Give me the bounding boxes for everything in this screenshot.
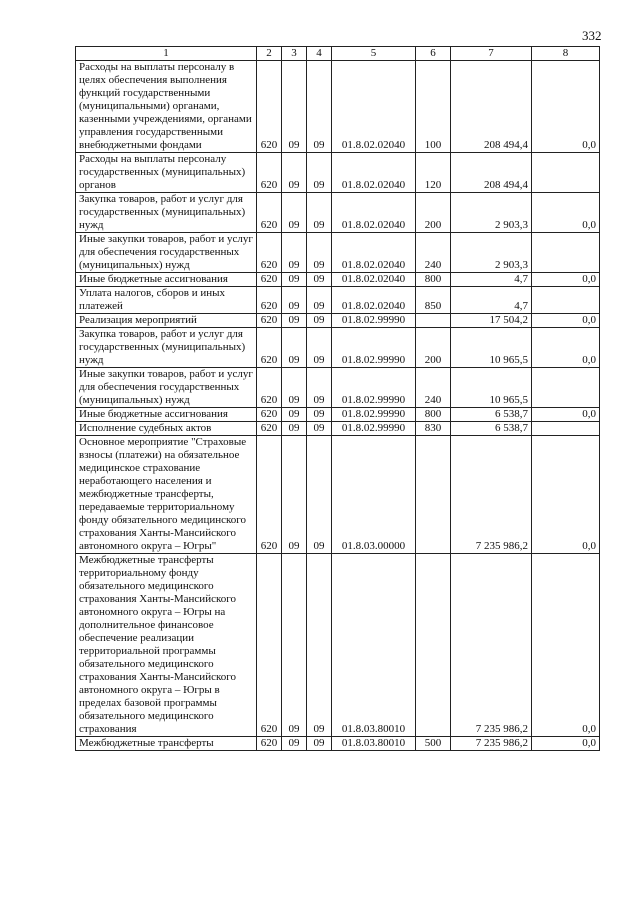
table-row (76, 422, 600, 436)
cell-col-4: 09 (307, 328, 332, 368)
cell-col-6: 200 (416, 328, 451, 368)
cell-col-6: 500 (416, 737, 451, 751)
cell-col-3: 09 (282, 436, 307, 554)
table-row (76, 61, 600, 153)
cell-col-8: 0,0 (532, 193, 600, 233)
cell-col-6: 200 (416, 193, 451, 233)
header-cell-6: 6 (416, 47, 451, 61)
cell-col-6: 800 (416, 273, 451, 287)
cell-col-2: 620 (257, 436, 282, 554)
cell-row-name: Иные бюджетные ассигнования (76, 408, 257, 422)
cell-col-4: 09 (307, 554, 332, 737)
cell-col-6: 830 (416, 422, 451, 436)
cell-row-name: Расходы на выплаты персоналу государственных (муниципальных) органов (76, 153, 257, 193)
cell-col-4: 09 (307, 193, 332, 233)
cell-col-2: 620 (257, 153, 282, 193)
cell-col-8: 0,0 (532, 737, 600, 751)
cell-col-2: 620 (257, 328, 282, 368)
cell-col-2: 620 (257, 287, 282, 314)
cell-col-8 (532, 233, 600, 273)
table-row (76, 554, 600, 737)
budget-table (75, 46, 600, 751)
cell-col-6: 100 (416, 61, 451, 153)
cell-row-name: Закупка товаров, работ и услуг для государственных (муниципальных) нужд (76, 193, 257, 233)
cell-col-8: 0,0 (532, 61, 600, 153)
cell-col-4: 09 (307, 737, 332, 751)
cell-col-2: 620 (257, 61, 282, 153)
cell-col-5: 01.8.02.02040 (332, 273, 416, 287)
cell-col-7: 17 504,2 (451, 314, 532, 328)
cell-col-7: 7 235 986,2 (451, 436, 532, 554)
cell-col-8: 0,0 (532, 314, 600, 328)
cell-col-5: 01.8.02.99990 (332, 408, 416, 422)
header-cell-7: 7 (451, 47, 532, 61)
cell-col-8: 0,0 (532, 408, 600, 422)
cell-col-3: 09 (282, 554, 307, 737)
cell-row-name: Закупка товаров, работ и услуг для государственных (муниципальных) нужд (76, 328, 257, 368)
cell-row-name: Исполнение судебных актов (76, 422, 257, 436)
cell-col-5: 01.8.02.02040 (332, 193, 416, 233)
table-header-row (76, 47, 600, 61)
table-row (76, 233, 600, 273)
cell-col-4: 09 (307, 153, 332, 193)
cell-col-8 (532, 153, 600, 193)
cell-col-7: 4,7 (451, 273, 532, 287)
table-row (76, 153, 600, 193)
cell-col-7: 10 965,5 (451, 368, 532, 408)
cell-col-3: 09 (282, 314, 307, 328)
cell-col-5: 01.8.02.99990 (332, 314, 416, 328)
cell-col-7: 2 903,3 (451, 233, 532, 273)
cell-col-5: 01.8.03.00000 (332, 436, 416, 554)
cell-col-3: 09 (282, 408, 307, 422)
cell-row-name: Межбюджетные трансферты (76, 737, 257, 751)
cell-col-2: 620 (257, 737, 282, 751)
header-cell-2: 2 (257, 47, 282, 61)
cell-col-5: 01.8.02.99990 (332, 328, 416, 368)
cell-col-4: 09 (307, 273, 332, 287)
cell-col-5: 01.8.02.02040 (332, 233, 416, 273)
table-row (76, 328, 600, 368)
cell-col-6: 120 (416, 153, 451, 193)
header-cell-3: 3 (282, 47, 307, 61)
cell-row-name: Иные закупки товаров, работ и услуг для обеспечения государственных (муниципальных) нужд (76, 233, 257, 273)
cell-col-3: 09 (282, 422, 307, 436)
cell-row-name: Реализация мероприятий (76, 314, 257, 328)
page-number: 332 (582, 28, 602, 43)
cell-col-7: 7 235 986,2 (451, 554, 532, 737)
cell-col-4: 09 (307, 422, 332, 436)
cell-col-3: 09 (282, 233, 307, 273)
cell-col-2: 620 (257, 422, 282, 436)
cell-col-8: 0,0 (532, 554, 600, 737)
cell-col-5: 01.8.03.80010 (332, 554, 416, 737)
cell-col-4: 09 (307, 408, 332, 422)
cell-row-name: Иные бюджетные ассигнования (76, 273, 257, 287)
cell-row-name: Расходы на выплаты персоналу в целях обеспечения выполнения функций государственными (муниципальными) органами, казенными учреждениями, органами управления государственными внебюджетными фондами (76, 61, 257, 153)
cell-col-6: 800 (416, 408, 451, 422)
cell-col-4: 09 (307, 233, 332, 273)
table-row (76, 436, 600, 554)
cell-col-6 (416, 314, 451, 328)
cell-col-3: 09 (282, 287, 307, 314)
cell-col-8 (532, 422, 600, 436)
cell-col-5: 01.8.03.80010 (332, 737, 416, 751)
cell-col-7: 2 903,3 (451, 193, 532, 233)
cell-row-name: Межбюджетные трансферты территориальному фонду обязательного медицинского страхования Ханты-Мансийского автономного округа – Югры на дополнительное финансовое обеспечение реализации территориальной программы обязательного медицинского страхования Ханты-Мансийского автономного округа – Югры в пределах базовой программы обязательного медицинского страхования (76, 554, 257, 737)
cell-col-4: 09 (307, 314, 332, 328)
cell-col-6 (416, 554, 451, 737)
cell-col-2: 620 (257, 408, 282, 422)
cell-col-8: 0,0 (532, 436, 600, 554)
cell-col-3: 09 (282, 328, 307, 368)
cell-col-6: 850 (416, 287, 451, 314)
cell-row-name: Уплата налогов, сборов и иных платежей (76, 287, 257, 314)
table-row (76, 737, 600, 751)
cell-col-2: 620 (257, 233, 282, 273)
cell-col-8: 0,0 (532, 328, 600, 368)
cell-col-7: 208 494,4 (451, 153, 532, 193)
cell-col-4: 09 (307, 61, 332, 153)
table-row (76, 193, 600, 233)
cell-col-6: 240 (416, 368, 451, 408)
cell-col-5: 01.8.02.02040 (332, 287, 416, 314)
header-cell-8: 8 (532, 47, 600, 61)
cell-col-7: 6 538,7 (451, 408, 532, 422)
cell-col-5: 01.8.02.02040 (332, 153, 416, 193)
cell-col-7: 208 494,4 (451, 61, 532, 153)
cell-col-6 (416, 436, 451, 554)
table-row (76, 314, 600, 328)
cell-col-5: 01.8.02.99990 (332, 422, 416, 436)
cell-col-7: 4,7 (451, 287, 532, 314)
cell-col-3: 09 (282, 737, 307, 751)
cell-col-8 (532, 287, 600, 314)
cell-col-5: 01.8.02.02040 (332, 61, 416, 153)
cell-col-5: 01.8.02.99990 (332, 368, 416, 408)
cell-col-3: 09 (282, 153, 307, 193)
table-row (76, 368, 600, 408)
cell-col-7: 7 235 986,2 (451, 737, 532, 751)
cell-col-2: 620 (257, 273, 282, 287)
cell-col-3: 09 (282, 368, 307, 408)
table-row (76, 287, 600, 314)
cell-col-3: 09 (282, 273, 307, 287)
header-cell-1: 1 (76, 47, 257, 61)
cell-col-4: 09 (307, 287, 332, 314)
cell-row-name: Иные закупки товаров, работ и услуг для обеспечения государственных (муниципальных) нужд (76, 368, 257, 408)
cell-col-8: 0,0 (532, 273, 600, 287)
header-cell-4: 4 (307, 47, 332, 61)
cell-col-8 (532, 368, 600, 408)
table-row (76, 408, 600, 422)
cell-col-3: 09 (282, 193, 307, 233)
cell-col-2: 620 (257, 554, 282, 737)
cell-col-2: 620 (257, 368, 282, 408)
cell-col-7: 10 965,5 (451, 328, 532, 368)
cell-col-2: 620 (257, 193, 282, 233)
cell-col-4: 09 (307, 436, 332, 554)
cell-col-7: 6 538,7 (451, 422, 532, 436)
cell-col-3: 09 (282, 61, 307, 153)
header-cell-5: 5 (332, 47, 416, 61)
cell-col-6: 240 (416, 233, 451, 273)
cell-col-4: 09 (307, 368, 332, 408)
table-row (76, 273, 600, 287)
cell-row-name: Основное мероприятие "Страховые взносы (платежи) на обязательное медицинское страхование неработающего населения и межбюджетные трансферты, передаваемые территориальному фонду обязательного медицинского страхования Ханты-Мансийского автономного округа – Югры" (76, 436, 257, 554)
cell-col-2: 620 (257, 314, 282, 328)
